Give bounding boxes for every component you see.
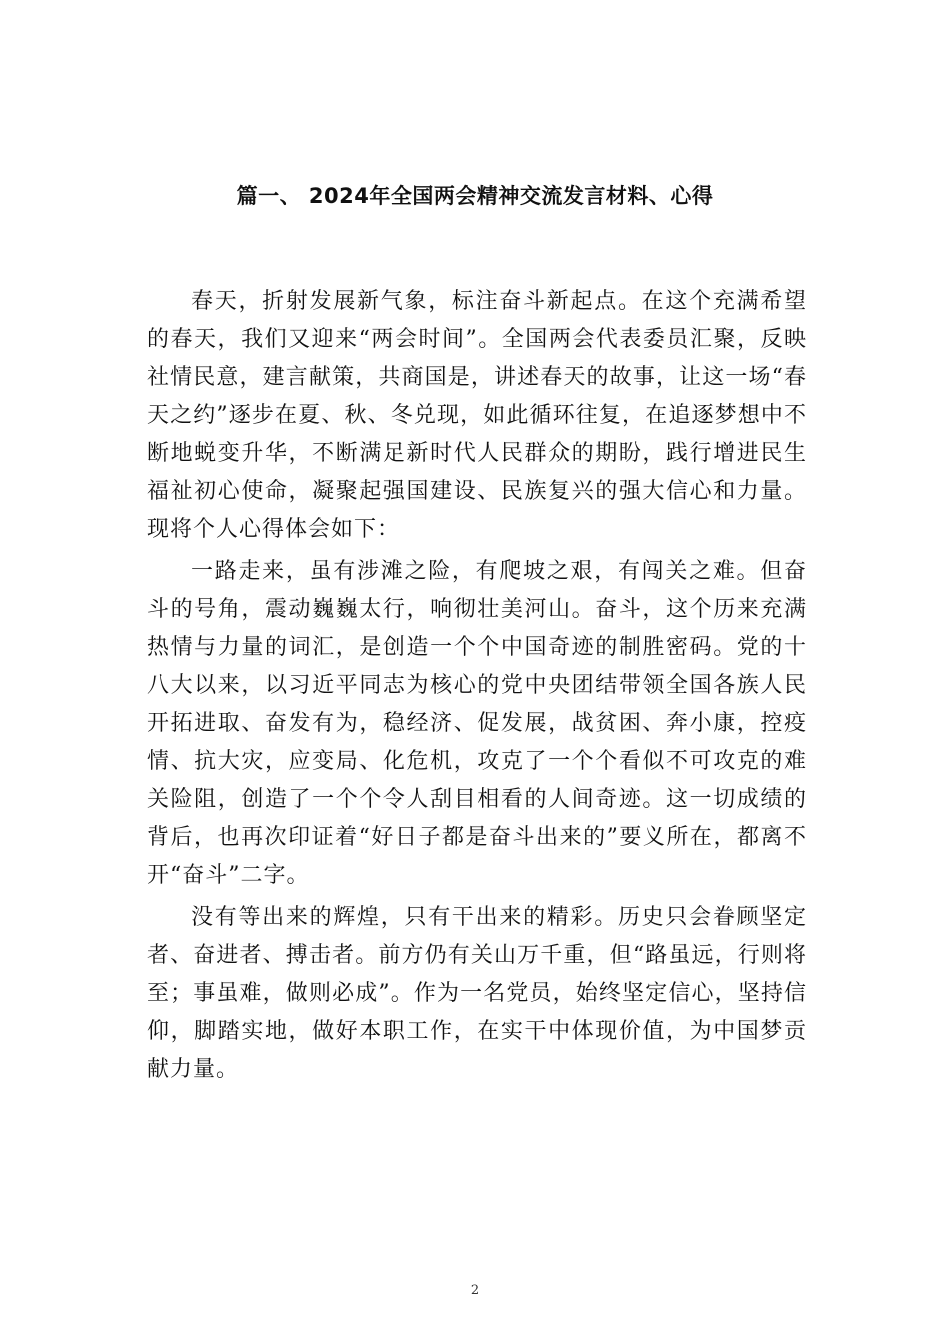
paragraph-3: 没有等出来的辉煌，只有干出来的精彩。历史只会眷顾坚定者、奋进者、搏击者。前方仍有关山万千重，但“路虽远，行则将至；事虽难，做则必成”。作为一名党员，始终坚定信心，坚持信仰，脚踏实地，做好本职工作，在实干中体现价值，为中国梦贡献力量。 — [147, 905, 807, 1082]
document-body — [147, 283, 807, 1089]
document-title: 篇一、 2024年全国两会精神交流发言材料、心得 — [236, 184, 714, 208]
page-number: 2 — [470, 1283, 480, 1298]
paragraph-1: 春天，折射发展新气象，标注奋斗新起点。在这个充满希望的春天，我们又迎来“两会时间”。全国两会代表委员汇聚，反映社情民意，建言献策，共商国是，讲述春天的故事，让这一场“春天之约”逐步在夏、秋、冬兑现，如此循环往复，在追逐梦想中不断地蜕变升华，不断满足新时代人民群众的期盼，践行增进民生福祉初心使命，凝聚起强国建设、民族复兴的强大信心和力量。现将个人心得体会如下： — [147, 289, 807, 542]
paragraph-2: 一路走来，虽有涉滩之险，有爬坡之艰，有闯关之难。但奋斗的号角，震动巍巍太行，响彻壮美河山。奋斗，这个历来充满热情与力量的词汇，是创造一个个中国奇迹的制胜密码。党的十八大以来，以习近平同志为核心的党中央团结带领全国各族人民开拓进取、奋发有为，稳经济、促发展，战贫困、奔小康，控疫情、抗大灾，应变局、化危机，攻克了一个个看似不可攻克的难关险阻，创造了一个个令人刮目相看的人间奇迹。这一切成绩的背后，也再次印证着“好日子都是奋斗出来的”要义所在，都离不开“奋斗”二字。 — [147, 559, 807, 888]
